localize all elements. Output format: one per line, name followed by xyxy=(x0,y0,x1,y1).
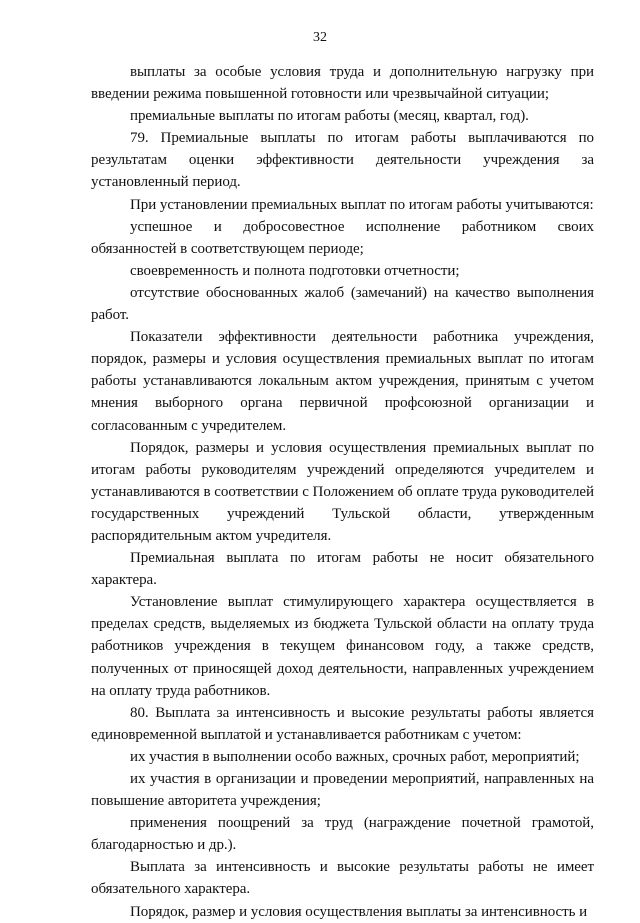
page-number: 32 xyxy=(313,30,327,45)
paragraph: применения поощрений за труд (награждение почетной грамотой, благодарностью и др.). xyxy=(91,815,594,854)
paragraph: премиальные выплаты по итогам работы (месяц, квартал, год). xyxy=(130,108,529,125)
paragraph: 80. Выплата за интенсивность и высокие результаты работы является единовременной выплатой и устанавливается работникам с учетом: xyxy=(91,704,594,743)
paragraph: Порядок, размеры и условия осуществления премиальных выплат по итогам работы руководителям учреждений определяются учредителем и устанавливаются в соответствии с Положением об оплате труда руководителей государственных учреждений Тульской области, утвержденным распорядительным актом учредителя. xyxy=(91,439,594,544)
paragraph: Установление выплат стимулирующего характера осуществляется в пределах средств, выделяемых из бюджета Тульской области на оплату труда работников учреждения в текущем финансовом году, а также средств, полученных от приносящей доход деятельности, направленных учреждением на оплату труда работников. xyxy=(91,594,594,699)
paragraph: своевременность и полнота подготовки отчетности; xyxy=(130,262,460,279)
paragraph: Порядок, размер и условия осуществления выплаты за интенсивность и xyxy=(130,903,588,920)
paragraph: успешное и добросовестное исполнение работником своих обязанностей в соответствующем периоде; xyxy=(91,218,594,257)
paragraph: их участия в организации и проведении мероприятий, направленных на повышение авторитета учреждения; xyxy=(91,771,594,810)
paragraph: отсутствие обоснованных жалоб (замечаний) на качество выполнения работ. xyxy=(91,284,594,324)
paragraph: их участия в выполнении особо важных, срочных работ, мероприятий; xyxy=(130,748,580,765)
paragraph: 79. Премиальные выплаты по итогам работы выплачиваются по результатам оценки эффективности деятельности учреждения за установленный период. xyxy=(91,130,594,191)
paragraph: Выплата за интенсивность и высокие результаты работы не имеет обязательного характера. xyxy=(91,859,594,898)
paragraph: При установлении премиальных выплат по итогам работы учитываются: xyxy=(130,196,594,213)
paragraph: Показатели эффективности деятельности работника учреждения, порядок, размеры и условия осуществления премиальных выплат по итогам работы устанавливаются локальным актом учреждения, принятым с учетом мнения выборного органа первичной профсоюзной организации и согласованным с учредителем. xyxy=(91,329,594,434)
document-body xyxy=(91,61,594,923)
paragraph: Премиальная выплата по итогам работы не носит обязательного характера. xyxy=(91,550,594,589)
paragraph: выплаты за особые условия труда и дополнительную нагрузку при введении режима повышенной готовности или чрезвычайной ситуации; xyxy=(91,64,594,103)
